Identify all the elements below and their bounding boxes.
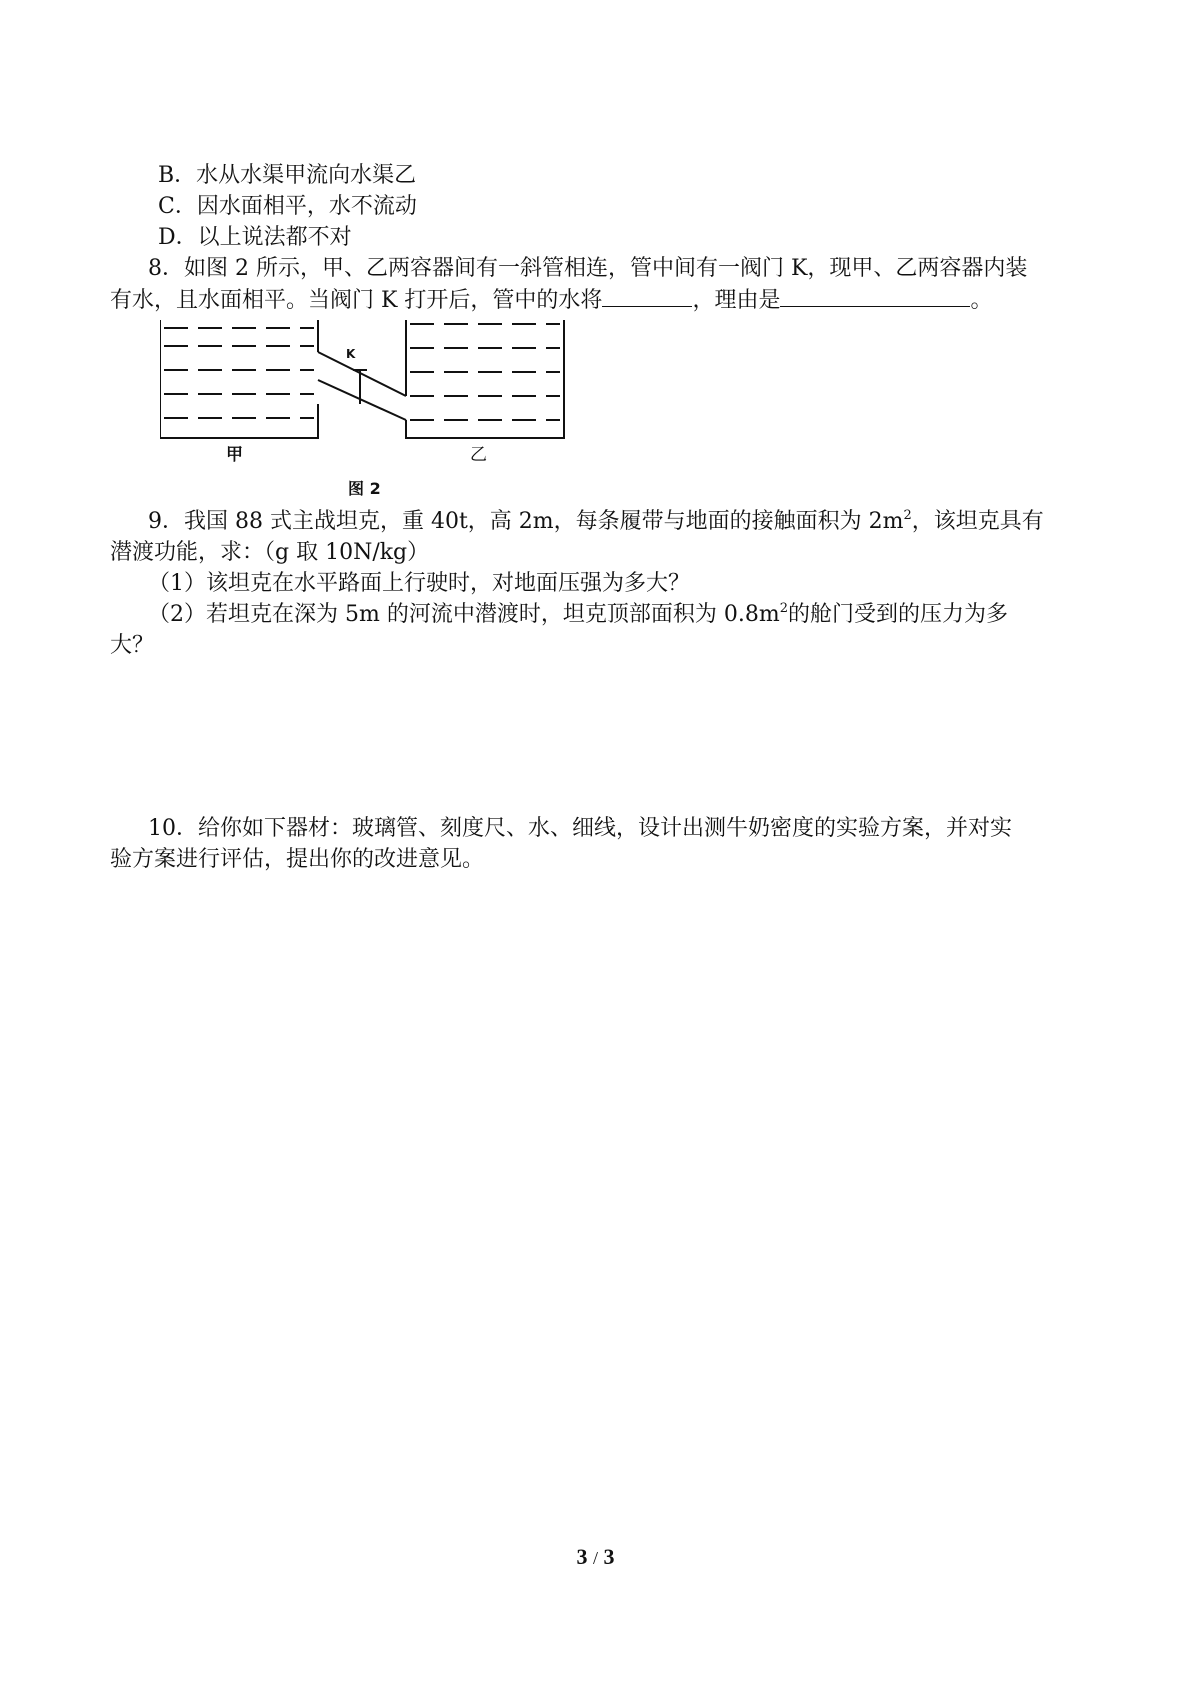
container-yi-label: 乙 (470, 445, 487, 465)
question-9-sub-2-cont: 大？ (110, 633, 155, 658)
question-9-line-2: 潜渡功能，求：（g 取 10N/kg） (110, 540, 430, 565)
question-9-line-1 (148, 506, 1128, 540)
q9-sub2-text-b: 的舱门受到的压力为多 (787, 602, 1008, 627)
option-d: D．以上说法都不对 (158, 225, 352, 250)
container-jia-label: 甲 (226, 445, 243, 465)
q9-sub2-superscript: 2 (779, 601, 788, 616)
page-number (0, 1544, 1191, 1570)
question-8-line-2 (110, 284, 1090, 316)
q8-text-c: 。 (970, 288, 993, 313)
q9-superscript: 2 (903, 508, 912, 523)
q8-text-a: 有水，且水面相平。当阀门 K 打开后，管中的水将 (110, 288, 603, 313)
question-9-sub-2 (148, 599, 1128, 633)
question-8-line-1: 8．如图 2 所示，甲、乙两容器间有一斜管相连，管中间有一阀门 K，现甲、乙两容器内装 (148, 256, 1028, 281)
q9-sub2-text-a: （2）若坦克在深为 5m 的河流中潜渡时，坦克顶部面积为 0.8m (148, 602, 780, 627)
question-10-line-1: 10．给你如下器材：玻璃管、刻度尺、水、细线，设计出测牛奶密度的实验方案，并对实 (148, 816, 1012, 841)
option-b: B．水从水渠甲流向水渠乙 (158, 163, 417, 188)
valve-label: K (346, 347, 356, 361)
option-c: C．因水面相平，水不流动 (158, 194, 417, 219)
q9-text-a: 9．我国 88 式主战坦克，重 40t，高 2m，每条履带与地面的接触面积为 2m (148, 509, 904, 534)
water-lines-jia (164, 328, 314, 418)
page-current: 3 (576, 1544, 588, 1569)
q8-text-b: ，理由是 (692, 288, 781, 313)
q9-text-b: ，该坦克具有 (911, 509, 1044, 534)
question-9-sub-1: （1）该坦克在水平路面上行驶时，对地面压强为多大？ (148, 571, 690, 596)
page-separator: / (592, 1548, 598, 1568)
page-total: 3 (603, 1544, 615, 1569)
answer-blank-2[interactable] (780, 284, 970, 307)
answer-blank-1[interactable] (602, 284, 692, 307)
slanted-pipe (318, 352, 406, 420)
container-jia (160, 320, 318, 438)
figure-caption: 图 2 (348, 479, 381, 498)
question-10-line-2: 验方案进行评估，提出你的改进意见。 (110, 847, 485, 872)
figure-2-diagram (160, 320, 580, 500)
water-lines-yi (410, 324, 560, 420)
